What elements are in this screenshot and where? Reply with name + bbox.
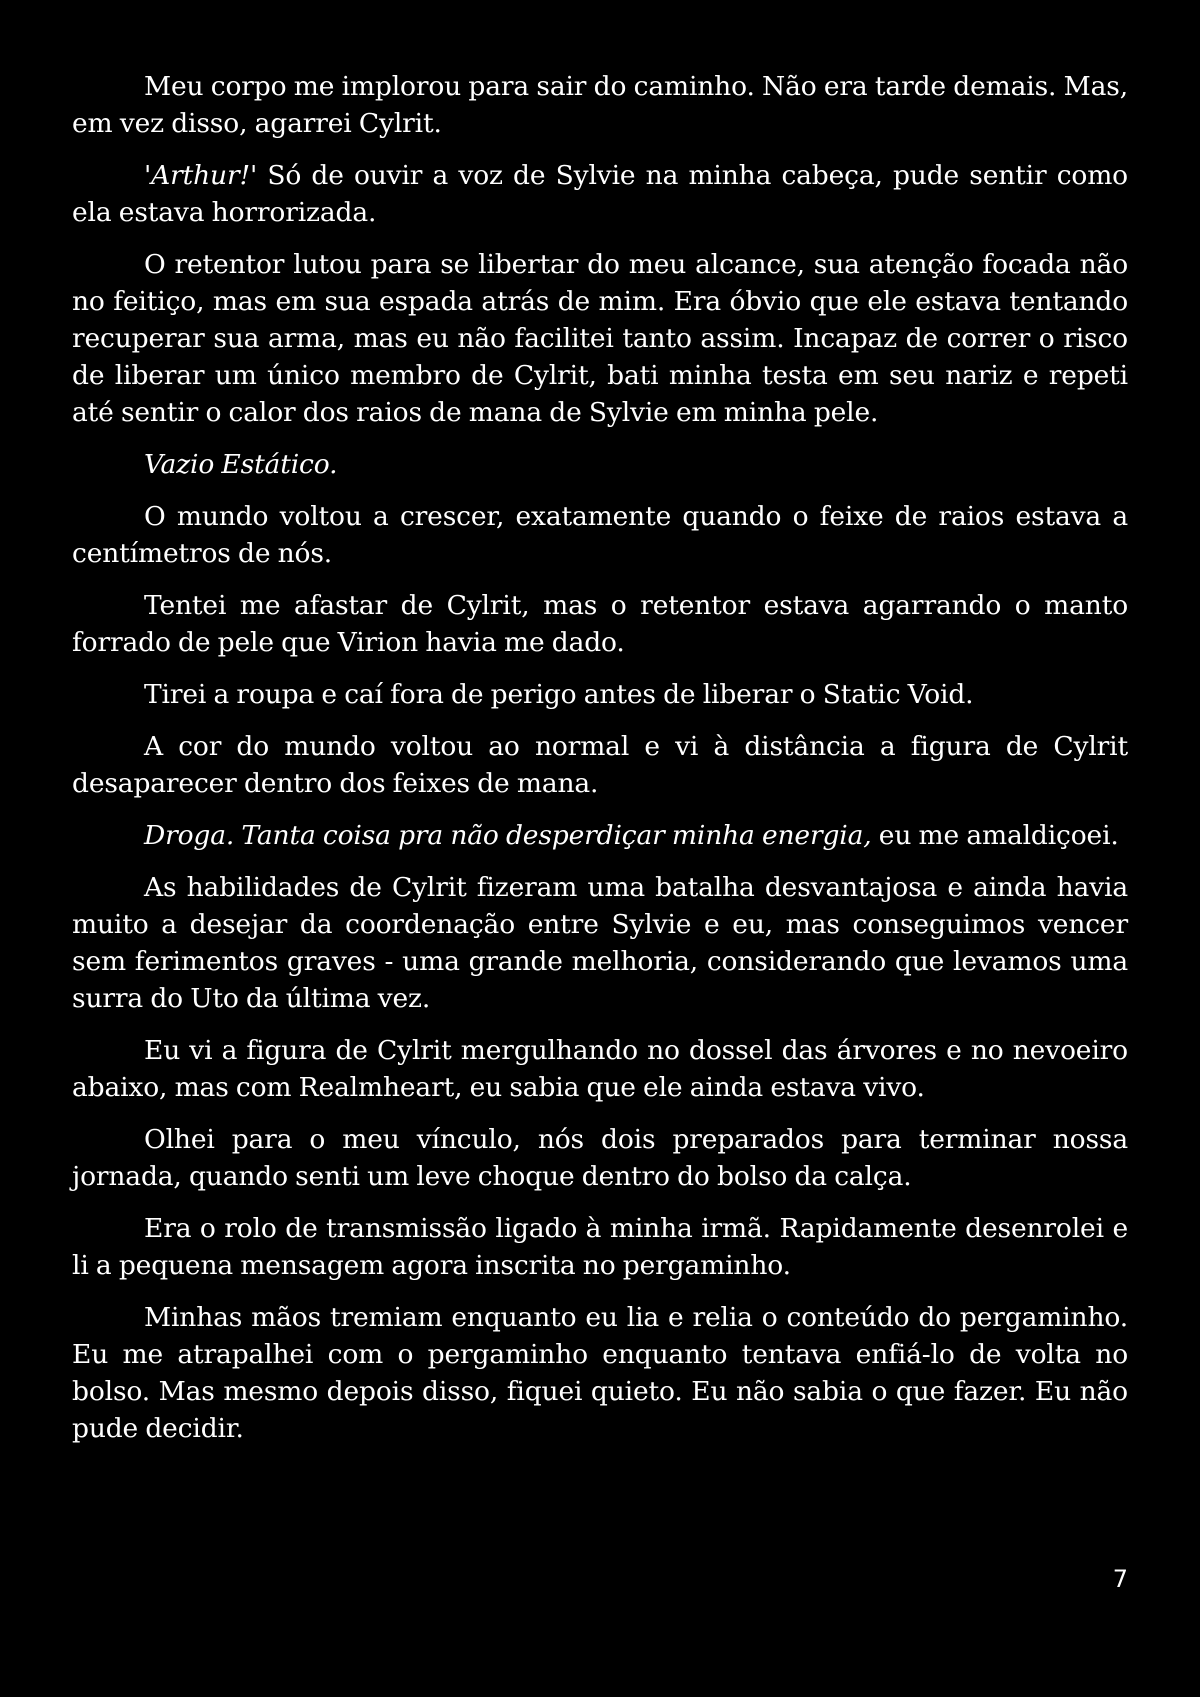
paragraph [72, 1121, 1128, 1195]
paragraph [72, 157, 1128, 231]
paragraph [72, 1032, 1128, 1106]
paragraph-text: Eu vi a figura de Cylrit mergulhando no dossel das árvores e no nevoeiro abaixo, mas com Realmheart, eu sabia que ele ainda estava vivo. [72, 1035, 1128, 1103]
paragraph-italic-text: 'Arthur!' [144, 160, 258, 191]
paragraph-text: Olhei para o meu vínculo, nós dois preparados para terminar nossa jornada, quando senti um leve choque dentro do bolso da calça. [72, 1124, 1128, 1192]
paragraph-italic-text: Droga. Tanta coisa pra não desperdiçar minha energia, [144, 820, 872, 851]
paragraph-text: O mundo voltou a crescer, exatamente quando o feixe de raios estava a centímetros de nós. [72, 501, 1128, 569]
paragraph-text: Era o rolo de transmissão ligado à minha irmã. Rapidamente desenrolei e li a pequena mensagem agora inscrita no pergaminho. [72, 1213, 1128, 1281]
paragraph-text: eu me amaldiçoei. [871, 820, 1119, 851]
paragraph [72, 676, 1128, 713]
paragraph [72, 68, 1128, 142]
paragraph [72, 246, 1128, 431]
paragraph-text: As habilidades de Cylrit fizeram uma batalha desvantajosa e ainda havia muito a desejar da coordenação entre Sylvie e eu, mas conseguimos vencer sem ferimentos graves - uma grande melhoria, considerando que levamos uma surra do Uto da última vez. [72, 872, 1128, 1014]
paragraph [72, 1210, 1128, 1284]
paragraph-text: Só de ouvir a voz de Sylvie na minha cabeça, pude sentir como ela estava horrorizada. [72, 160, 1128, 228]
paragraph-text: Tirei a roupa e caí fora de perigo antes de liberar o Static Void. [144, 679, 974, 710]
paragraph [72, 817, 1128, 854]
paragraph [72, 869, 1128, 1017]
paragraph-italic-text: Vazio Estático. [144, 449, 338, 480]
paragraph-text: Meu corpo me implorou para sair do caminho. Não era tarde demais. Mas, em vez disso, agarrei Cylrit. [72, 71, 1128, 139]
page-number: 7 [1112, 1565, 1128, 1593]
paragraph-text: O retentor lutou para se libertar do meu alcance, sua atenção focada não no feitiço, mas em sua espada atrás de mim. Era óbvio que ele estava tentando recuperar sua arma, mas eu não facilitei tanto assim. Incapaz de correr o risco de liberar um único membro de Cylrit, bati minha testa em seu nariz e repeti até sentir o calor dos raios de mana de Sylvie em minha pele. [72, 249, 1128, 428]
paragraph [72, 1299, 1128, 1447]
paragraph [72, 587, 1128, 661]
paragraph-text: Tentei me afastar de Cylrit, mas o retentor estava agarrando o manto forrado de pele que Virion havia me dado. [72, 590, 1128, 658]
document-body [72, 68, 1128, 1462]
paragraph [72, 728, 1128, 802]
paragraph [72, 498, 1128, 572]
paragraph-text: Minhas mãos tremiam enquanto eu lia e relia o conteúdo do pergaminho. Eu me atrapalhei com o pergaminho enquanto tentava enfiá-lo de volta no bolso. Mas mesmo depois disso, fiquei quieto. Eu não sabia o que fazer. Eu não pude decidir. [72, 1302, 1128, 1444]
paragraph-text: A cor do mundo voltou ao normal e vi à distância a figura de Cylrit desaparecer dentro dos feixes de mana. [72, 731, 1128, 799]
paragraph [72, 446, 1128, 483]
